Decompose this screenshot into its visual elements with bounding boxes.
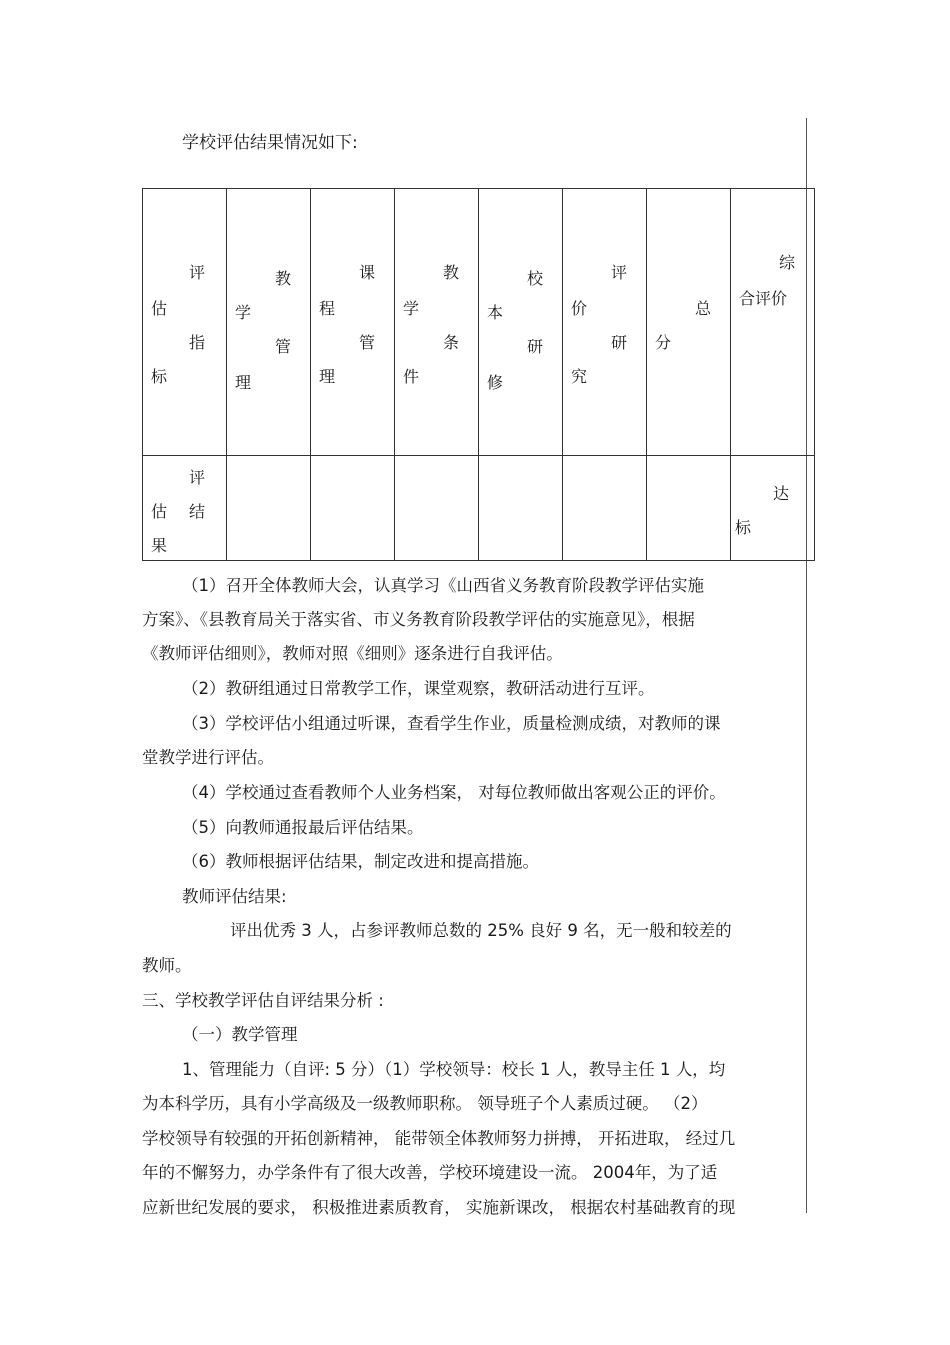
header-char: 条 [443, 333, 460, 352]
header-eval-index [143, 189, 227, 456]
paragraph-line: （5）向教师通报最后评估结果。 [182, 818, 424, 837]
result-cell-empty [479, 456, 563, 561]
result-cell-empty [563, 456, 647, 561]
result-value-char: 标 [735, 518, 752, 537]
paragraph-line: 方案》、《县教育局关于落实省、市义务教育阶段教学评估的实施意见》，根据 [142, 610, 695, 629]
subsection-heading: （一）教学管理 [182, 1025, 298, 1044]
paragraph-line: （3）学校评估小组通过听课，查看学生作业，质量检测成绩，对教师的课 [182, 714, 721, 733]
header-char: 教 [443, 263, 460, 282]
result-label-char: 评 [189, 468, 206, 487]
header-char: 理 [319, 367, 336, 386]
section-heading: 三、学校教学评估自评结果分析 : [142, 991, 384, 1010]
paragraph-line: 年的不懈努力，办学条件有了很大改善，学校环境建设一流。 2004年，为了适 [142, 1163, 718, 1182]
header-total-score [647, 189, 731, 456]
header-curriculum-management [311, 189, 395, 456]
paragraph-line: 为本科学历，具有小学高级及一级教师职称。 领导班子个人素质过硬。 （2） [142, 1094, 708, 1113]
header-char: 综 [779, 253, 796, 272]
result-value-char: 达 [773, 484, 790, 503]
paragraph-line: 教师评估结果: [182, 887, 287, 906]
result-label-char: 果 [151, 536, 168, 555]
paragraph-line: （4）学校通过查看教师个人业务档案， 对每位教师做出客观公正的评价。 [182, 783, 726, 802]
result-cell-empty [227, 456, 311, 561]
header-char: 指 [189, 333, 206, 352]
result-label-char: 结 [189, 502, 206, 521]
header-evaluation-research [563, 189, 647, 456]
header-overall-evaluation [731, 189, 815, 456]
header-char: 合评价 [739, 289, 788, 308]
header-char: 教 [275, 269, 292, 288]
header-char: 分 [655, 333, 672, 352]
header-char: 本 [487, 303, 504, 322]
header-char: 件 [403, 367, 420, 386]
header-char: 课 [359, 263, 376, 282]
evaluation-table [142, 188, 815, 561]
result-label-char: 估 [151, 502, 168, 521]
table-header-row [143, 189, 815, 456]
header-char: 学 [235, 303, 252, 322]
header-char: 理 [235, 373, 252, 392]
header-char: 学 [403, 299, 420, 318]
header-char: 程 [319, 299, 336, 318]
header-school-based-training [479, 189, 563, 456]
paragraph-line: 《教师评估细则》，教师对照《细则》逐条进行自我评估。 [142, 644, 563, 663]
result-cell-empty [311, 456, 395, 561]
paragraph-line: 学校领导有较强的开拓创新精神， 能带领全体教师努力拼搏， 开拓进取， 经过几 [142, 1129, 736, 1148]
paragraph-line: 1、管理能力（自评: 5 分）（1）学校领导：校长 1 人，教导主任 1 人，均 [182, 1060, 726, 1079]
paragraph-line: 教师。 [142, 956, 192, 975]
paragraph-line: 评出优秀 3 人，占参评教师总数的 25% 良好 9 名，无一般和较差的 [230, 921, 732, 940]
paragraph-line: 堂教学进行评估。 [142, 748, 274, 767]
result-cell-empty [647, 456, 731, 561]
header-char: 总 [695, 299, 712, 318]
header-char: 研 [611, 333, 628, 352]
header-char: 评 [611, 263, 628, 282]
table-result-row [143, 456, 815, 561]
header-char: 标 [151, 367, 168, 386]
header-char: 价 [571, 299, 588, 318]
header-char: 研 [527, 337, 544, 356]
header-char: 校 [527, 269, 544, 288]
header-teaching-conditions [395, 189, 479, 456]
header-char: 究 [571, 367, 588, 386]
result-row-label [143, 456, 227, 561]
paragraph-line: （2）教研组通过日常教学工作，课堂观察，教研活动进行互评。 [182, 679, 655, 698]
header-char: 管 [359, 333, 376, 352]
paragraph-line: （1）召开全体教师大会，认真学习《山西省义务教育阶段教学评估实施 [182, 576, 704, 595]
header-char: 管 [275, 337, 292, 356]
result-overall-value [731, 456, 815, 561]
result-cell-empty [395, 456, 479, 561]
header-char: 修 [487, 373, 504, 392]
header-char: 估 [151, 299, 168, 318]
paragraph-line: 应新世纪发展的要求， 积极推进素质教育， 实施新课改， 根据农村基础教育的现 [142, 1198, 736, 1217]
header-teaching-management [227, 189, 311, 456]
intro-text: 学校评估结果情况如下: [182, 133, 358, 153]
header-char: 评 [189, 263, 206, 282]
paragraph-line: （6）教师根据评估结果，制定改进和提高措施。 [182, 852, 539, 871]
